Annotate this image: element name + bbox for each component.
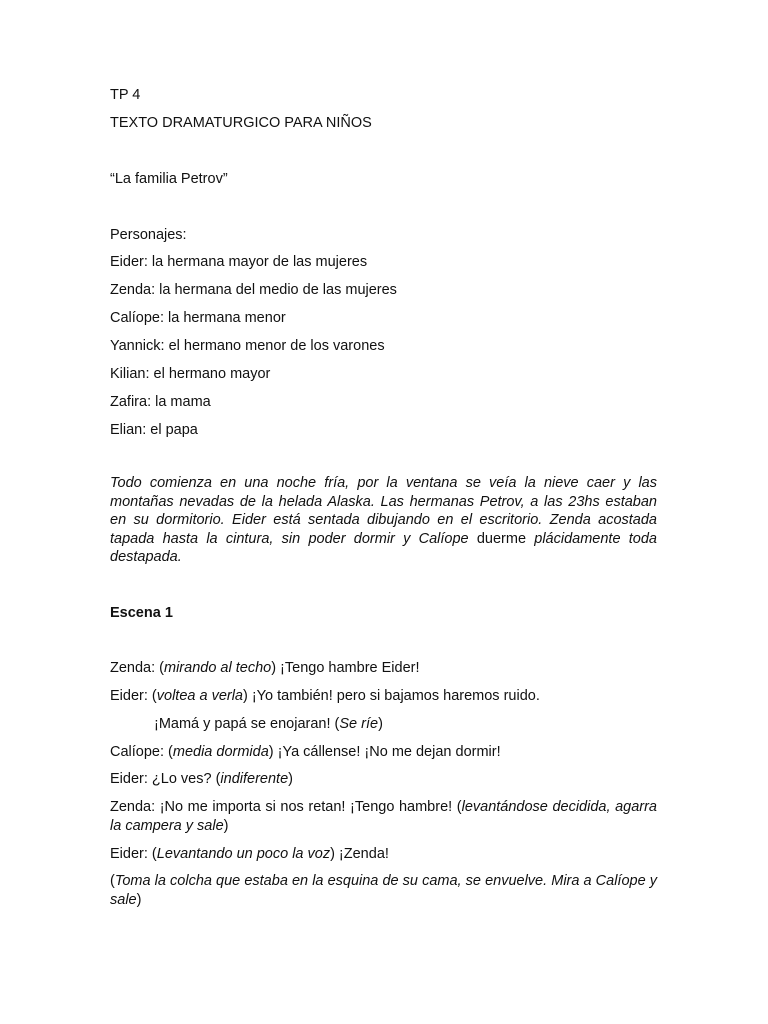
paren-close: ) (136, 891, 142, 908)
assignment-number: TP 4 (110, 87, 141, 103)
scene-heading: Escena 1 (110, 605, 173, 621)
stage-direction: Levantando un poco la voz (156, 846, 331, 862)
character-item: Calíope: la hermana menor (110, 310, 286, 326)
intro-stage-direction (110, 474, 657, 567)
dialogue-speaker: Eider: ( (110, 688, 157, 704)
dialogue-text: ) (378, 716, 383, 732)
paren-open: ( (110, 873, 115, 889)
character-item: Eider: la hermana mayor de las mujeres (110, 254, 368, 270)
intro-verb: duerme (468, 530, 535, 547)
dialogue-speaker: Calíope: ( (110, 744, 173, 760)
dialogue-speaker: Zenda: ( (110, 660, 164, 676)
stage-direction: media dormida (172, 744, 269, 760)
stage-direction: voltea a verla (156, 688, 243, 704)
stage-direction: levantándose decidida, agarra la campera y sale (110, 799, 657, 834)
dialogue-speaker: Eider: ( (110, 846, 157, 862)
dialogue-line (154, 715, 383, 733)
intro-text: Todo comienza en una noche fría, por la ventana se veía la nieve caer y las montañas nevadas de la helada Alaska. Las hermanas Petrov, a las 23hs estaban en su dormitorio. Eider está sentada dibujando en el escritorio. Zenda acostada tapada hasta la cintura, sin poder dormir y Calíope (110, 475, 657, 547)
stage-direction-paragraph (110, 872, 657, 909)
character-item: Zenda: la hermana del medio de las mujeres (110, 282, 397, 298)
dialogue-line (110, 798, 657, 835)
dialogue-line (110, 770, 293, 788)
dialogue-text: ) ¡Tengo hambre Eider! (271, 660, 420, 676)
dialogue-text: ) ¡Zenda! (330, 846, 389, 862)
document-subtitle: TEXTO DRAMATURGICO PARA NIÑOS (110, 115, 372, 131)
character-item: Elian: el papa (110, 422, 198, 438)
character-item: Kilian: el hermano mayor (110, 366, 271, 382)
character-item: Zafira: la mama (110, 394, 211, 410)
characters-heading: Personajes: (110, 227, 187, 243)
dialogue-speaker: Zenda: ¡No me importa si nos retan! ¡Tengo hambre! ( (110, 799, 462, 815)
dialogue-line (110, 845, 389, 863)
intro-text-end: plácidamente toda destapada. (110, 530, 657, 565)
dialogue-speaker: Eider: ¿Lo ves? ( (110, 771, 221, 787)
dialogue-text: ) ¡Yo también! pero si bajamos haremos ruido. (243, 688, 540, 704)
dialogue-text: ) ¡Ya cállense! ¡No me dejan dormir! (268, 744, 501, 760)
stage-direction: indiferente (220, 771, 289, 787)
dialogue-line (110, 659, 420, 677)
stage-direction: mirando al techo (164, 660, 272, 676)
stage-direction: Se ríe (339, 716, 379, 732)
stage-direction: Toma la colcha que estaba en la esquina de su cama, se envuelve. Mira a Calíope y sale (110, 873, 657, 908)
dialogue-text: ) (223, 817, 229, 834)
dialogue-text: ) (288, 771, 293, 787)
dialogue-text: ¡Mamá y papá se enojaran! ( (154, 716, 340, 732)
dialogue-line (110, 687, 540, 705)
play-title: “La familia Petrov” (110, 171, 228, 187)
dialogue-line (110, 743, 501, 761)
character-item: Yannick: el hermano menor de los varones (110, 338, 385, 354)
